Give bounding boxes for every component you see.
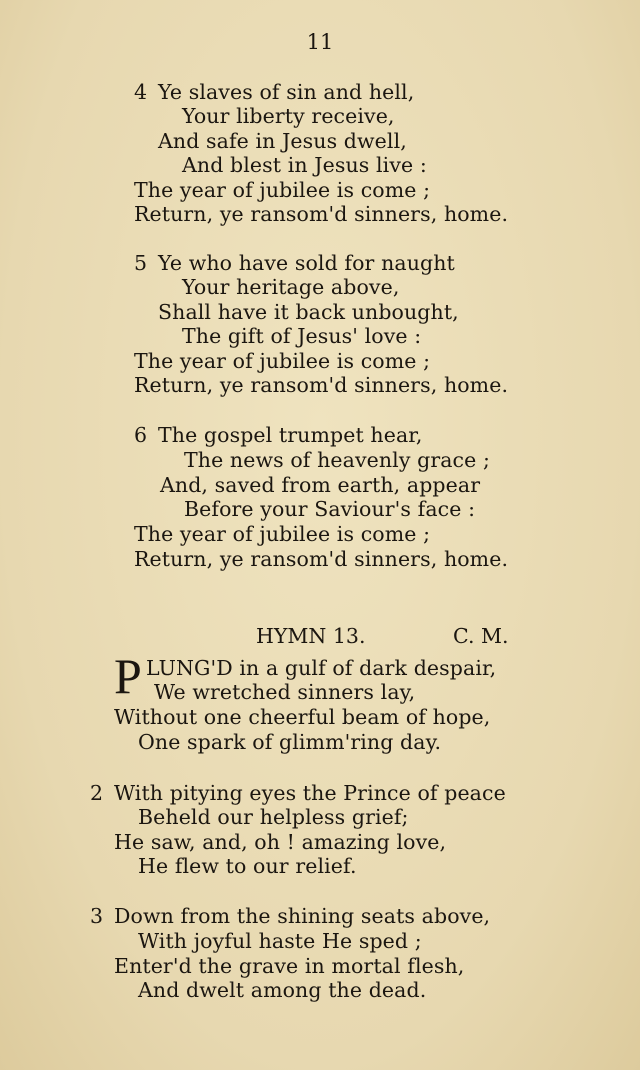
hymn13-verse-2-line-4: He flew to our relief. bbox=[138, 854, 357, 878]
verse-6-line-2: The news of heavenly grace ; bbox=[184, 448, 490, 472]
verse-4-line-1: 4 Ye slaves of sin and hell, bbox=[134, 80, 415, 104]
hymn13-verse-1-line-2: We wretched sinners lay, bbox=[154, 680, 416, 704]
verse-4-line-3: And safe in Jesus dwell, bbox=[158, 129, 407, 153]
verse-5-line-5: The year of jubilee is come ; bbox=[134, 349, 431, 373]
hymn13-verse-3-line-1: 3 Down from the shining seats above, bbox=[90, 904, 491, 928]
hymn-title: HYMN 13. bbox=[256, 624, 366, 648]
verse-4-line-5: The year of jubilee is come ; bbox=[134, 178, 431, 202]
hymn13-verse-1-line-4: One spark of glimm'ring day. bbox=[138, 730, 442, 754]
drop-cap: P bbox=[114, 648, 142, 704]
verse-number-5: 5 bbox=[134, 251, 148, 275]
verse-6-line-6: Return, ye ransom'd sinners, home. bbox=[134, 547, 509, 571]
hymn13-verse-3-line-4: And dwelt among the dead. bbox=[138, 978, 427, 1002]
verse-5-line-4: The gift of Jesus' love : bbox=[182, 324, 422, 348]
hymn-meter: C. M. bbox=[453, 624, 509, 648]
hymn13-verse-2-line-3: He saw, and, oh ! amazing love, bbox=[114, 830, 447, 854]
verse-5-line-3: Shall have it back unbought, bbox=[158, 300, 459, 324]
hymn13-verse-2-line-1: 2 With pitying eyes the Prince of peace bbox=[90, 781, 506, 805]
verse-4-line-4: And blest in Jesus live : bbox=[182, 153, 427, 177]
hymn13-verse-1-line-3: Without one cheerful beam of hope, bbox=[114, 705, 491, 729]
hymn13-verse-3-line-3: Enter'd the grave in mortal flesh, bbox=[114, 954, 465, 978]
verse-4-line-6: Return, ye ransom'd sinners, home. bbox=[134, 202, 509, 226]
verse-number-6: 6 bbox=[134, 423, 148, 447]
verse-number-2: 2 bbox=[90, 781, 104, 805]
verse-5-line-2: Your heritage above, bbox=[182, 275, 400, 299]
hymn13-verse-3-line-2: With joyful haste He sped ; bbox=[138, 929, 422, 953]
verse-5-line-1: 5 Ye who have sold for naught bbox=[134, 251, 455, 275]
verse-6-line-1: 6 The gospel trumpet hear, bbox=[134, 423, 423, 447]
verse-6-line-5: The year of jubilee is come ; bbox=[134, 522, 431, 546]
verse-number-4: 4 bbox=[134, 80, 148, 104]
page-number: 11 bbox=[306, 30, 334, 54]
hymn13-verse-2-line-2: Beheld our helpless grief; bbox=[138, 805, 409, 829]
verse-5-line-6: Return, ye ransom'd sinners, home. bbox=[134, 373, 509, 397]
hymn13-verse-1-line-1: LUNG'D in a gulf of dark despair, bbox=[146, 656, 497, 680]
verse-6-line-3: And, saved from earth, appear bbox=[160, 473, 481, 497]
verse-6-line-4: Before your Saviour's face : bbox=[184, 497, 476, 521]
verse-number-3: 3 bbox=[90, 904, 104, 928]
verse-4-line-2: Your liberty receive, bbox=[182, 104, 395, 128]
